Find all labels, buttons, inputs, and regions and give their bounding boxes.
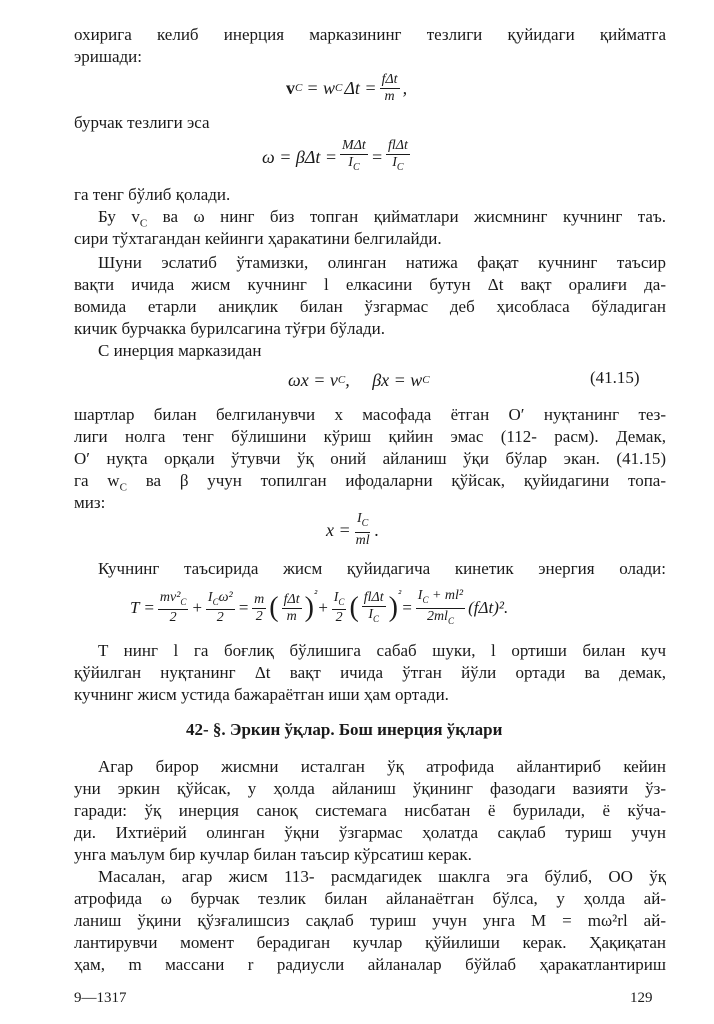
eq-part: x = [326, 519, 351, 540]
text-line: охирига келиб инерция марказининг тезлиги қуйидаги қийматга [74, 25, 666, 44]
denominator: ml [355, 532, 370, 548]
numerator [416, 588, 465, 609]
num-text: + ml² [431, 587, 464, 603]
num-text: I [333, 589, 339, 605]
numerator: flΔt [363, 589, 384, 605]
eq-sub: C [139, 217, 148, 230]
denominator: 2 [335, 610, 343, 626]
text-line: уни эркин қўйсак, у ҳолда айланиш ўқининг фазодаги вазияти ўз- [74, 779, 666, 798]
eq-sub: C [212, 596, 219, 607]
eq-sub: C [335, 82, 343, 94]
fraction [206, 590, 235, 627]
text-line: лиги нолга тенг бўлишини кўриш қийин эмас (112- расм). Демак, [74, 427, 666, 446]
eq-sub: C [352, 161, 360, 173]
denominator: 2 [255, 608, 263, 624]
numerator: fΔt [283, 591, 300, 607]
fraction [158, 590, 189, 627]
fraction [282, 592, 302, 625]
equation-distance [326, 508, 379, 552]
page-number: 129 [630, 990, 653, 1006]
eq-part: = w [306, 77, 335, 98]
fraction [362, 590, 386, 627]
equation-number: (41.15) [590, 368, 640, 387]
eq-part: , [402, 77, 408, 98]
fraction [340, 138, 368, 176]
eq-part: ωx = v [288, 369, 338, 390]
denominator: m [384, 88, 395, 104]
eq-part: . [374, 519, 380, 540]
numerator [158, 590, 189, 611]
denominator: m [286, 608, 297, 624]
eq-sub: C [361, 517, 369, 529]
text-line: гаради: ўқ инерция саноқ системага нисбатан ё бурилади, ё кўча- [74, 801, 666, 820]
denominator [390, 155, 405, 176]
eq-part: = [370, 146, 383, 167]
text-line: кучнинг жисм устида бажараётган иши ҳам ортади. [74, 685, 449, 704]
fraction [416, 588, 465, 629]
eq-part: = [237, 598, 250, 617]
text-line: ҳам, m массани r радиусли айланалар бўйлаб ҳаракатлантириш [74, 955, 666, 974]
eq-part: = [401, 598, 413, 617]
eq-sub: C [373, 613, 380, 624]
denominator [425, 609, 456, 629]
num-text: I [417, 587, 423, 603]
text-line: ди. Ихтиёрий олинган ўқни ўзгармас ҳолатда сақлаб туриш учун [74, 823, 666, 842]
numerator [332, 590, 347, 611]
text-span: ва β учун топилган ифодаларни қўйсак, қуйидагини топа- [145, 471, 667, 490]
text-line: унга маълум бир кучлар билан таъсир кўрсатиш керак. [74, 845, 472, 864]
text-line: Шуни эслатиб ўтамизки, олинган натижа фақат кучнинг таъсир [98, 253, 666, 272]
denominator [366, 607, 381, 627]
text-span: га w [74, 471, 120, 490]
section-heading: 42- §. Эркин ўқлар. Бош инерция ўқлари [186, 720, 503, 739]
equation-conditions [288, 366, 430, 394]
fraction [386, 138, 410, 176]
num-text: mv² [159, 589, 181, 605]
eq-sub: C [295, 82, 303, 94]
text-line: шартлар билан белгиланувчи x масофада ётган O′ нуқтанинг тез- [74, 405, 666, 424]
numerator: MΔt [342, 138, 366, 154]
denominator [346, 155, 361, 176]
text-line: сири тўхтагандан кейинги ҳаракатини белгилайди. [74, 229, 442, 248]
eq-sub: C [180, 596, 187, 607]
text-line: га тенг бўлиб қолади. [74, 185, 231, 204]
num-text: ω² [218, 589, 233, 605]
eq-sub: C [422, 594, 429, 605]
num-text: I [207, 589, 213, 605]
eq-lhs: v [286, 77, 295, 98]
exponent: ² [313, 588, 318, 600]
eq-sub: C [337, 374, 346, 386]
text-line: Агар бирор жисмни исталган ўқ атрофида айлантириб кейин [98, 757, 666, 776]
text-span: ва ω нинг биз топган қийматлари жисмнинг кучнинг таъ. [162, 207, 666, 226]
numerator [355, 511, 370, 533]
fraction [354, 511, 372, 549]
text-line: ланиш ўқини қўзғалишсиз сақлаб туриш учун унга M = mω²rl ай- [74, 911, 666, 930]
eq-part: Δt = [344, 77, 377, 98]
den-text: I [368, 606, 374, 622]
text-line: Кучнинг таъсирида жисм қуйидагича кинетик энергия олади: [98, 559, 666, 578]
eq-sub: C [422, 374, 430, 386]
num-text: I [356, 511, 362, 527]
exponent: ² [397, 588, 402, 600]
text-span: Бу v [98, 207, 140, 226]
eq-part: (fΔt)². [468, 598, 509, 617]
numerator [206, 590, 235, 611]
den-text: I [392, 155, 397, 171]
text-line: миз: [74, 493, 106, 512]
fraction [252, 592, 266, 625]
eq-sub: C [338, 596, 345, 607]
fraction [380, 72, 400, 105]
eq-sub: C [447, 615, 454, 626]
equation-kinetic-energy: T = $\frac{mv^2_C}{2}$ + $\frac{I_C\omega^2}{2}$ = $\frac{m}{2}$ ( $\frac{\text{fΔt}}{m}$ ) $^{^2}$ + $\frac{I_C}{2}$ ( $\frac{\text{flΔt}}{I_C}$ ) $^{^2}$ = $\frac{I_C + ml^2}{2ml_C}$ (fΔt)². [130, 584, 508, 632]
text-line: атрофида ω бурчак тезлик билан айланаётган бўлса, у ҳолда ай- [74, 889, 666, 908]
text-line: O′ нуқта орқали ўтувчи ўқ оний айланиш ўқи бўлар экан. (41.15) [74, 449, 666, 468]
equation-velocity [286, 68, 407, 108]
numerator: fΔt [381, 71, 398, 87]
numerator: flΔt [387, 138, 408, 154]
text-line: Масалан, агар жисм 113- расмдагидек шаклга эга бўлиб, OO ўқ [98, 867, 666, 886]
text-line: қўйилган нуқтанинг Δt вақт ичида ўтган йўли ортади ва демак, [74, 663, 666, 682]
den-text: I [348, 155, 353, 171]
text-line: T нинг l га боғлиқ бўлишига сабаб шуки, l ортиши билан куч [98, 641, 666, 660]
text-line: вақти ичида жисм кучнинг l елкасини бутун Δt вақт оралиғи да- [74, 275, 666, 294]
text-line: кичик бурчакка бурилсагина тўғри бўлади. [74, 319, 386, 338]
eq-part: T = [130, 598, 155, 617]
eq-sub: C [396, 161, 404, 173]
text-line: лантирувчи момент берадиган кучлар қўйилиши керак. Ҳақиқатан [74, 933, 666, 952]
text-line: бурчак тезлиги эса [74, 113, 210, 132]
eq-part: , βx = w [345, 369, 423, 390]
denominator: 2 [216, 610, 224, 626]
footer-signature: 9—1317 [74, 990, 127, 1006]
text-line: вомида етарли аниқлик билан ўзгармас деб ҳисобласа бўладиган [74, 297, 666, 316]
den-text: 2ml [426, 608, 448, 624]
text-line: эришади: [74, 47, 142, 66]
eq-part: + [317, 598, 329, 617]
eq-part: ω = βΔt = [262, 146, 338, 167]
text-line: га $w_C$ ва β учун топилган ифодаларни қўйсак, қуйидагини топа- [74, 471, 667, 494]
denominator: 2 [169, 610, 177, 626]
numerator: m [254, 591, 265, 607]
text-line: C инерция марказидан [98, 341, 262, 360]
eq-part: + [191, 598, 203, 617]
equation-angular-velocity [262, 136, 413, 178]
fraction [332, 590, 347, 627]
